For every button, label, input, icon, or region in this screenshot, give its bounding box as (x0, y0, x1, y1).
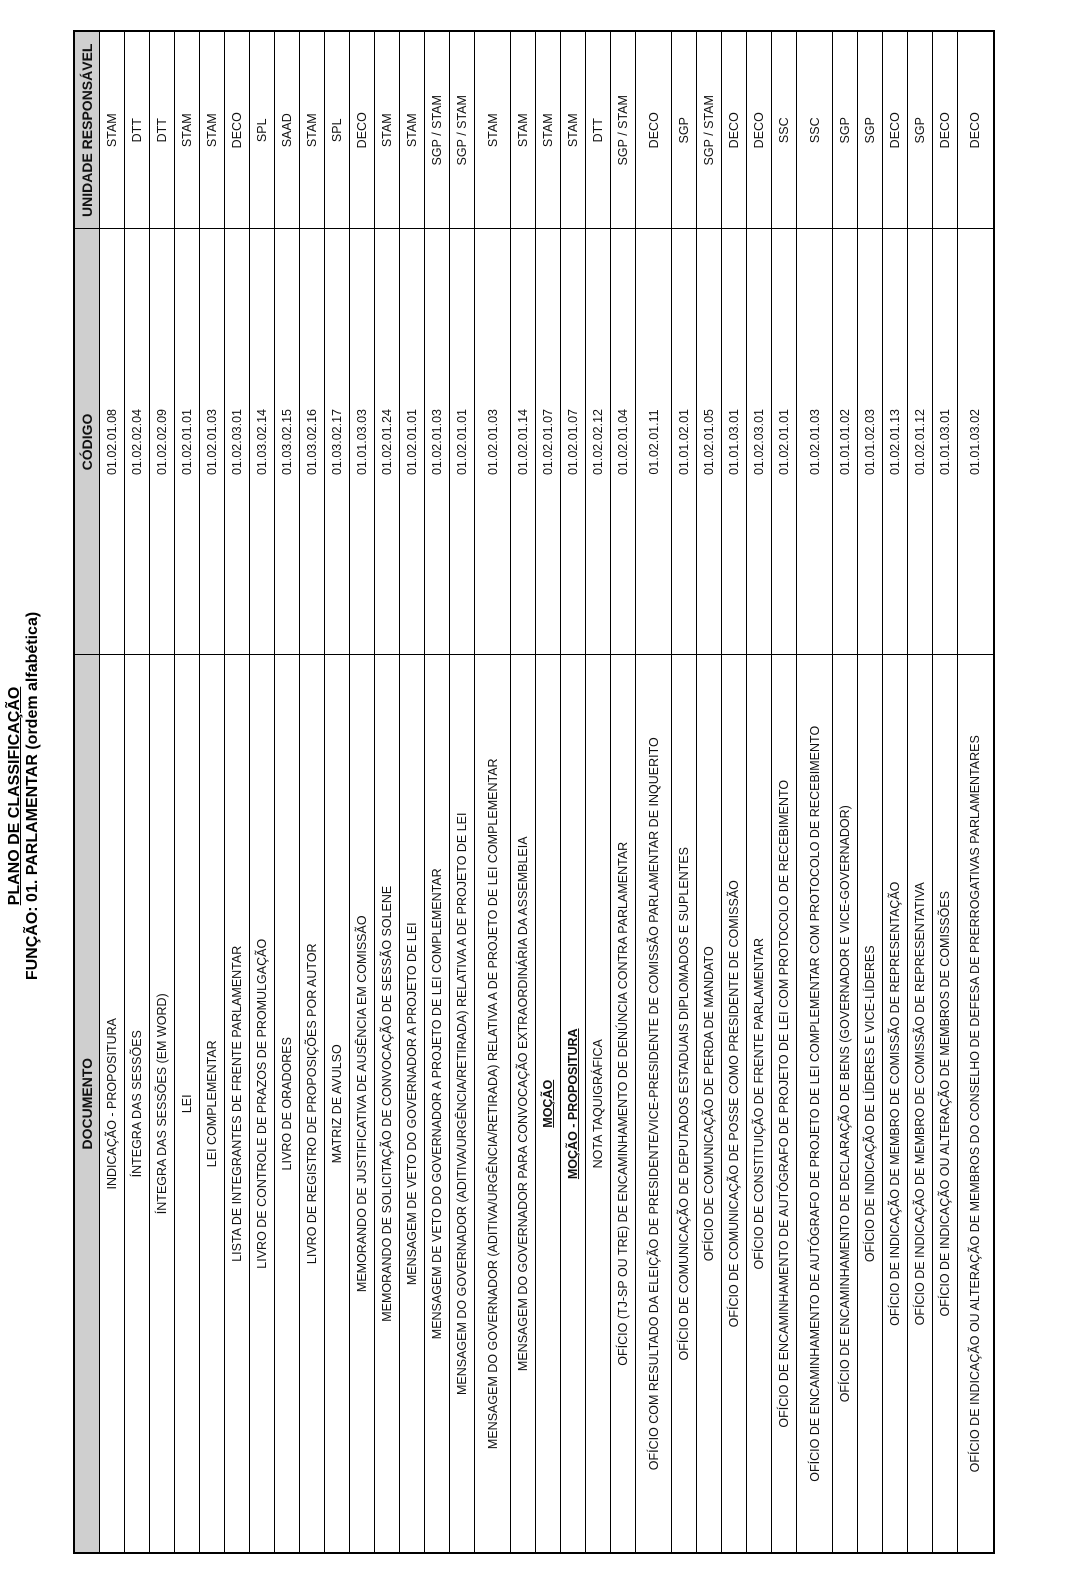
document-cell: ÍNTEGRA DAS SESSÕES (125, 655, 150, 1553)
table-row (958, 31, 994, 1553)
document-cell: OFÍCIO DE COMUNICAÇÃO DE PERDA DE MANDATO (697, 655, 722, 1553)
unit-cell: DTT (125, 31, 150, 229)
unit-cell: STAM (200, 31, 225, 229)
table-row (200, 31, 225, 1553)
document-cell: OFÍCIO DE ENCAMINHAMENTO DE AUTÓGRAFO DE PROJETO DE LEI COM PROTOCOLO DE RECEBIMENTO (772, 655, 797, 1553)
table-row (672, 31, 697, 1553)
document-cell: OFÍCIO DE ENCAMINHAMENTO DE DECLARAÇÃO DE BENS (GOVERNADOR E VICE-GOVERNADOR) (833, 655, 858, 1553)
code-cell: 01.03.02.15 (275, 229, 300, 655)
document-cell: MOÇÃO (536, 655, 561, 1553)
code-cell: 01.02.01.08 (100, 229, 125, 655)
document-cell: OFÍCIO DE INDICAÇÃO DE LÍDERES E VICE-LÍDERES (858, 655, 883, 1553)
table-row (350, 31, 375, 1553)
code-cell: 01.01.03.02 (958, 229, 994, 655)
unit-cell: STAM (300, 31, 325, 229)
document-cell: MENSAGEM DO GOVERNADOR (ADITIVA/URGÊNCIA/RETIRADA) RELATIVA A DE PROJETO DE LEI (450, 655, 475, 1553)
document-cell: OFÍCIO DE ENCAMINHAMENTO DE AUTÓGRAFO DE PROJETO DE LEI COMPLEMENTAR COM PROTOCOLO DE RECEBIMENTO (797, 655, 833, 1553)
table-row (325, 31, 350, 1553)
document-cell: LIVRO DE CONTROLE DE PRAZOS DE PROMULGAÇÃO (250, 655, 275, 1553)
unit-cell: SGP / STAM (450, 31, 475, 229)
table-row (536, 31, 561, 1553)
unit-cell: SPL (250, 31, 275, 229)
table-row (636, 31, 672, 1553)
code-cell: 01.02.02.12 (586, 229, 611, 655)
document-cell: MENSAGEM DO GOVERNADOR PARA CONVOCAÇÃO EXTRAORDINÁRIA DA ASSEMBLEIA (511, 655, 536, 1553)
table-row (908, 31, 933, 1553)
table-row (475, 31, 511, 1553)
table-row (858, 31, 883, 1553)
table-row (933, 31, 958, 1553)
code-cell: 01.02.01.05 (697, 229, 722, 655)
code-cell: 01.03.02.16 (300, 229, 325, 655)
code-cell: 01.02.01.12 (908, 229, 933, 655)
table-row (561, 31, 586, 1553)
document-cell: OFÍCIO DE INDICAÇÃO OU ALTERAÇÃO DE MEMBROS DE COMISSÕES (933, 655, 958, 1553)
table-row (225, 31, 250, 1553)
table-row (250, 31, 275, 1553)
code-cell: 01.02.02.09 (150, 229, 175, 655)
unit-cell: STAM (511, 31, 536, 229)
document-cell: MATRIZ DE AVULSO (325, 655, 350, 1553)
code-cell: 01.03.02.14 (250, 229, 275, 655)
table-row (511, 31, 536, 1553)
code-cell: 01.02.02.04 (125, 229, 150, 655)
document-cell: OFÍCIO COM RESULTADO DA ELEIÇÃO DE PRESIDENTE/VICE-PRESIDENTE DE COMISSÃO PARLAMENTAR DE INQUERITO (636, 655, 672, 1553)
code-cell: 01.01.03.01 (933, 229, 958, 655)
unit-cell: SAAD (275, 31, 300, 229)
code-cell: 01.02.03.01 (225, 229, 250, 655)
unit-cell: SSC (772, 31, 797, 229)
code-cell: 01.02.01.07 (561, 229, 586, 655)
code-cell: 01.01.02.01 (672, 229, 697, 655)
unit-cell: STAM (475, 31, 511, 229)
unit-cell: STAM (175, 31, 200, 229)
table-row (175, 31, 200, 1553)
column-header-documento: DOCUMENTO (74, 655, 100, 1553)
unit-cell: SGP (833, 31, 858, 229)
table-row (883, 31, 908, 1553)
document-cell: INDICAÇÃO - PROPOSITURA (100, 655, 125, 1553)
table-row (833, 31, 858, 1553)
document-cell: MEMORANDO DE JUSTIFICATIVA DE AUSÊNCIA EM COMISSÃO (350, 655, 375, 1553)
column-header-codigo: CÓDIGO (74, 229, 100, 655)
code-cell: 01.02.01.14 (511, 229, 536, 655)
code-cell: 01.02.01.03 (425, 229, 450, 655)
unit-cell: STAM (561, 31, 586, 229)
code-cell: 01.01.02.03 (858, 229, 883, 655)
table-row (425, 31, 450, 1553)
table-row (747, 31, 772, 1553)
unit-cell: SGP (908, 31, 933, 229)
table-header-row (74, 31, 100, 1553)
column-header-unidade: UNIDADE RESPONSÁVEL (74, 31, 100, 229)
unit-cell: STAM (400, 31, 425, 229)
code-cell: 01.02.01.07 (536, 229, 561, 655)
document-cell: MEMORANDO DE SOLICITAÇÃO DE CONVOCAÇÃO DE SESSÃO SOLENE (375, 655, 400, 1553)
code-cell: 01.02.01.01 (400, 229, 425, 655)
table-body (100, 31, 994, 1553)
document-cell: OFÍCIO DE INDICAÇÃO OU ALTERAÇÃO DE MEMBROS DO CONSELHO DE DEFESA DE PRERROGATIVAS PARLAMENTARES (958, 655, 994, 1553)
unit-cell: SGP (858, 31, 883, 229)
unit-cell: SSC (797, 31, 833, 229)
unit-cell: DECO (225, 31, 250, 229)
document-cell: OFÍCIO DE INDICAÇÃO DE MEMBRO DE COMISSÃO DE REPRESENTAÇÃO (883, 655, 908, 1553)
document-cell: OFÍCIO DE CONSTITUIÇÃO DE FRENTE PARLAMENTAR (747, 655, 772, 1553)
unit-cell: DECO (933, 31, 958, 229)
code-cell: 01.02.01.01 (450, 229, 475, 655)
table-row (586, 31, 611, 1553)
order-note: (ordem alfabética) (24, 611, 41, 750)
document-cell: LIVRO DE ORADORES (275, 655, 300, 1553)
table-row (400, 31, 425, 1553)
unit-cell: DECO (958, 31, 994, 229)
unit-cell: DECO (883, 31, 908, 229)
unit-cell: SGP (672, 31, 697, 229)
unit-cell: DTT (586, 31, 611, 229)
code-cell: 01.02.01.11 (636, 229, 672, 655)
code-cell: 01.02.01.03 (475, 229, 511, 655)
code-cell: 01.01.03.03 (350, 229, 375, 655)
code-cell: 01.01.03.01 (722, 229, 747, 655)
unit-cell: DECO (747, 31, 772, 229)
code-cell: 01.02.01.13 (883, 229, 908, 655)
code-cell: 01.02.01.03 (797, 229, 833, 655)
table-row (300, 31, 325, 1553)
document-cell: OFÍCIO DE COMUNICAÇÃO DE DEPUTADOS ESTADUAIS DIPLOMADOS E SUPLENTES (672, 655, 697, 1553)
table-row (697, 31, 722, 1553)
document-cell: MOÇÃO - PROPOSITURA (561, 655, 586, 1553)
table-row (100, 31, 125, 1553)
code-cell: 01.02.03.01 (747, 229, 772, 655)
table-row (772, 31, 797, 1553)
unit-cell: SGP / STAM (425, 31, 450, 229)
unit-cell: SGP / STAM (611, 31, 636, 229)
table-row (275, 31, 300, 1553)
code-cell: 01.02.01.01 (772, 229, 797, 655)
document-cell: MENSAGEM DE VETO DO GOVERNADOR A PROJETO DE LEI COMPLEMENTAR (425, 655, 450, 1553)
table-row (450, 31, 475, 1553)
document-cell: OFÍCIO (TJ-SP OU TRE) DE ENCAMINHAMENTO DE DENÚNCIA CONTRA PARLAMENTAR (611, 655, 636, 1553)
unit-cell: DECO (350, 31, 375, 229)
unit-cell: STAM (536, 31, 561, 229)
document-cell: OFÍCIO DE COMUNICAÇÃO DE POSSE COMO PRESIDENTE DE COMISSÃO (722, 655, 747, 1553)
document-cell: LEI (175, 655, 200, 1553)
function-name: 01. PARLAMENTAR (24, 754, 41, 902)
document-cell: ÍNTEGRA DAS SESSÕES (EM WORD) (150, 655, 175, 1553)
code-cell: 01.03.02.17 (325, 229, 350, 655)
table-row (797, 31, 833, 1553)
document-cell: LEI COMPLEMENTAR (200, 655, 225, 1553)
unit-cell: SPL (325, 31, 350, 229)
code-cell: 01.02.01.04 (611, 229, 636, 655)
unit-cell: DECO (636, 31, 672, 229)
document-cell: LIVRO DE REGISTRO DE PROPOSIÇÕES POR AUTOR (300, 655, 325, 1553)
code-cell: 01.02.01.01 (175, 229, 200, 655)
unit-cell: DTT (150, 31, 175, 229)
table-row (150, 31, 175, 1553)
unit-cell: STAM (375, 31, 400, 229)
classification-table (73, 30, 995, 1554)
unit-cell: SGP / STAM (697, 31, 722, 229)
code-cell: 01.02.01.03 (200, 229, 225, 655)
function-label: FUNÇÃO: (24, 906, 41, 981)
document-cell: MENSAGEM DE VETO DO GOVERNADOR A PROJETO DE LEI (400, 655, 425, 1553)
table-row (375, 31, 400, 1553)
unit-cell: DECO (722, 31, 747, 229)
code-cell: 01.01.01.02 (833, 229, 858, 655)
table-row (722, 31, 747, 1553)
table-row (125, 31, 150, 1553)
table-row (611, 31, 636, 1553)
code-cell: 01.02.01.24 (375, 229, 400, 655)
document-cell: MENSAGEM DO GOVERNADOR (ADITIVA/URGÊNCIA/RETIRADA) RELATIVA A DE PROJETO DE LEI COMPLEMENTAR (475, 655, 511, 1553)
document-cell: NOTA TAQUIGRÁFICA (586, 655, 611, 1553)
function-subtitle (24, 0, 42, 1592)
document-cell: OFÍCIO DE INDICAÇÃO DE MEMBRO DE COMISSÃO DE REPRESENTATIVA (908, 655, 933, 1553)
document-cell: LISTA DE INTEGRANTES DE FRENTE PARLAMENTAR (225, 655, 250, 1553)
unit-cell: STAM (100, 31, 125, 229)
page-title: PLANO DE CLASSIFICAÇÃO (6, 686, 23, 906)
